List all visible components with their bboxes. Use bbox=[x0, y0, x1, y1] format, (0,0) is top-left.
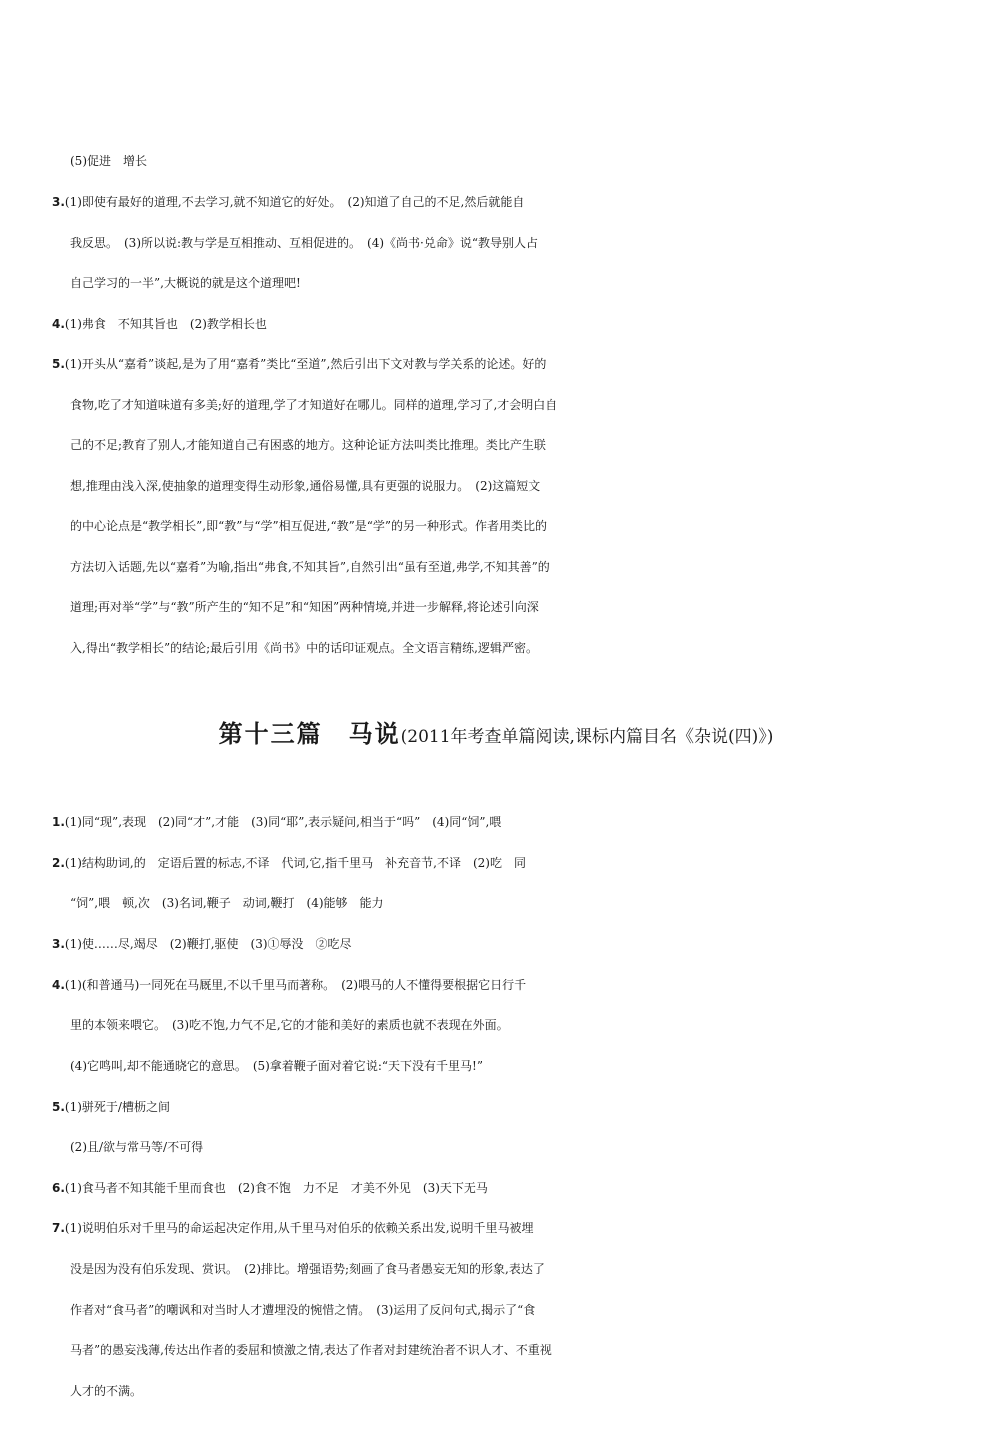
answer-line bbox=[0, 148, 992, 174]
answer-text: 的中心论点是“教学相长”,即“教”与“学”相互促进,“教”是“学”的另一种形式。作者用类比的 bbox=[70, 519, 547, 533]
answer-line bbox=[0, 392, 992, 418]
answer-line bbox=[0, 809, 992, 835]
answer-text: (1)弗食 不知其旨也 (2)教学相长也 bbox=[64, 317, 267, 331]
answer-text: 方法切入话题,先以“嘉肴”为喻,指出“弗食,不知其旨”,自然引出“虽有至道,弗学,不知其善”的 bbox=[70, 560, 550, 574]
section-title bbox=[0, 714, 992, 749]
answer-text: (1)结构助词,的 定语后置的标志,不译 代词,它,指千里马 补充音节,不译 (2)吃 同 bbox=[64, 856, 526, 870]
answer-line bbox=[0, 1297, 992, 1323]
item-number: 7. bbox=[52, 1221, 65, 1235]
answer-text: (1)开头从“嘉肴”谈起,是为了用“嘉肴”类比“至道”,然后引出下文对教与学关系的论述。好的 bbox=[64, 357, 547, 371]
answer-text: (1)即使有最好的道理,不去学习,就不知道它的好处。 (2)知道了自己的不足,然后就能自 bbox=[64, 195, 525, 209]
answer-text: “饲”,喂 顿,次 (3)名词,鞭子 动词,鞭打 (4)能够 能力 bbox=[70, 896, 384, 910]
answer-line bbox=[0, 1256, 992, 1282]
item-number: 4. bbox=[52, 978, 65, 992]
answer-text: 没是因为没有伯乐发现、赏识。 (2)排比。增强语势;刻画了食马者愚妄无知的形象,表达了 bbox=[70, 1262, 545, 1276]
answer-line bbox=[0, 594, 992, 620]
answer-text: 我反思。 (3)所以说:教与学是互相推动、互相促进的。 (4)《尚书·兑命》说“教导别人占 bbox=[70, 236, 538, 250]
answer-line bbox=[0, 513, 992, 539]
item-number: 5. bbox=[52, 357, 65, 371]
answer-line bbox=[0, 473, 992, 499]
answer-text: (1)同“现”,表现 (2)同“才”,才能 (3)同“耶”,表示疑问,相当于“吗” (4)同“饲”,喂 bbox=[64, 815, 502, 829]
answer-line bbox=[0, 554, 992, 580]
item-number: 1. bbox=[52, 815, 65, 829]
answer-text: 里的本领来喂它。 (3)吃不饱,力气不足,它的才能和美好的素质也就不表现在外面。 bbox=[70, 1018, 509, 1032]
answer-text: (5)促进 增长 bbox=[70, 154, 147, 168]
item-number: 3. bbox=[52, 937, 65, 951]
answer-line bbox=[0, 230, 992, 256]
answer-text: 入,得出“教学相长”的结论;最后引用《尚书》中的话印证观点。全文语言精练,逻辑严密。 bbox=[70, 641, 538, 655]
answer-text: 想,推理由浅入深,使抽象的道理变得生动形象,通俗易懂,具有更强的说服力。 (2)这篇短文 bbox=[70, 479, 541, 493]
answer-text: (1)(和普通马)一同死在马厩里,不以千里马而著称。 (2)喂马的人不懂得要根据它日行千 bbox=[64, 978, 527, 992]
answer-text: 作者对“食马者”的嘲讽和对当时人才遭埋没的惋惜之情。 (3)运用了反问句式,揭示了“食 bbox=[70, 1303, 536, 1317]
answer-text: 人才的不满。 bbox=[70, 1384, 143, 1398]
section-subtitle: (2011年考查单篇阅读,课标内篇目名《杂说(四)》) bbox=[400, 727, 774, 747]
answer-text: 自己学习的一半”,大概说的就是这个道理吧! bbox=[70, 276, 301, 290]
answer-text: (1)食马者不知其能千里而食也 (2)食不饱 力不足 才美不外见 (3)天下无马 bbox=[64, 1181, 488, 1195]
answer-line bbox=[0, 270, 992, 296]
answer-text: (4)它鸣叫,却不能通晓它的意思。 (5)拿着鞭子面对着它说:“天下没有千里马!” bbox=[70, 1059, 483, 1073]
answer-line bbox=[0, 1215, 992, 1241]
answer-line bbox=[0, 1134, 992, 1160]
answer-line bbox=[0, 351, 992, 377]
answer-text: 食物,吃了才知道味道有多美;好的道理,学了才知道好在哪儿。同样的道理,学习了,才会明白自 bbox=[70, 398, 558, 412]
answer-line bbox=[0, 1378, 992, 1404]
answer-text: 己的不足;教育了别人,才能知道自己有困惑的地方。这种论证方法叫类比推理。类比产生联 bbox=[70, 438, 546, 452]
answer-text: (1)骈死于/槽枥之间 bbox=[64, 1100, 170, 1114]
answer-line bbox=[0, 635, 992, 661]
item-number: 6. bbox=[52, 1181, 65, 1195]
answer-line bbox=[0, 1094, 992, 1120]
answer-line bbox=[0, 432, 992, 458]
answer-line bbox=[0, 1012, 992, 1038]
answer-text: 马者”的愚妄浅薄,传达出作者的委屈和愤激之情,表达了作者对封建统治者不识人才、不重视 bbox=[70, 1343, 552, 1357]
answer-line bbox=[0, 972, 992, 998]
answer-line bbox=[0, 189, 992, 215]
answer-line bbox=[0, 1337, 992, 1363]
item-number: 4. bbox=[52, 317, 65, 331]
answer-line bbox=[0, 850, 992, 876]
item-number: 5. bbox=[52, 1100, 65, 1114]
answer-text: 道理;再对举“学”与“教”所产生的“知不足”和“知困”两种情境,并进一步解释,将论述引向深 bbox=[70, 600, 539, 614]
answer-text: (1)使……尽,竭尽 (2)鞭打,驱使 (3)①辱没 ②吃尽 bbox=[64, 937, 352, 951]
item-number: 2. bbox=[52, 856, 65, 870]
answer-line bbox=[0, 890, 992, 916]
section-heading: 第十三篇 马说 bbox=[218, 720, 401, 748]
answer-line bbox=[0, 1175, 992, 1201]
answer-text: (1)说明伯乐对千里马的命运起决定作用,从千里马对伯乐的依赖关系出发,说明千里马被埋 bbox=[64, 1221, 534, 1235]
item-number: 3. bbox=[52, 195, 65, 209]
answer-line bbox=[0, 311, 992, 337]
answer-line bbox=[0, 931, 992, 957]
answer-line bbox=[0, 1053, 992, 1079]
answer-text: (2)且/欲与常马等/不可得 bbox=[70, 1140, 204, 1154]
